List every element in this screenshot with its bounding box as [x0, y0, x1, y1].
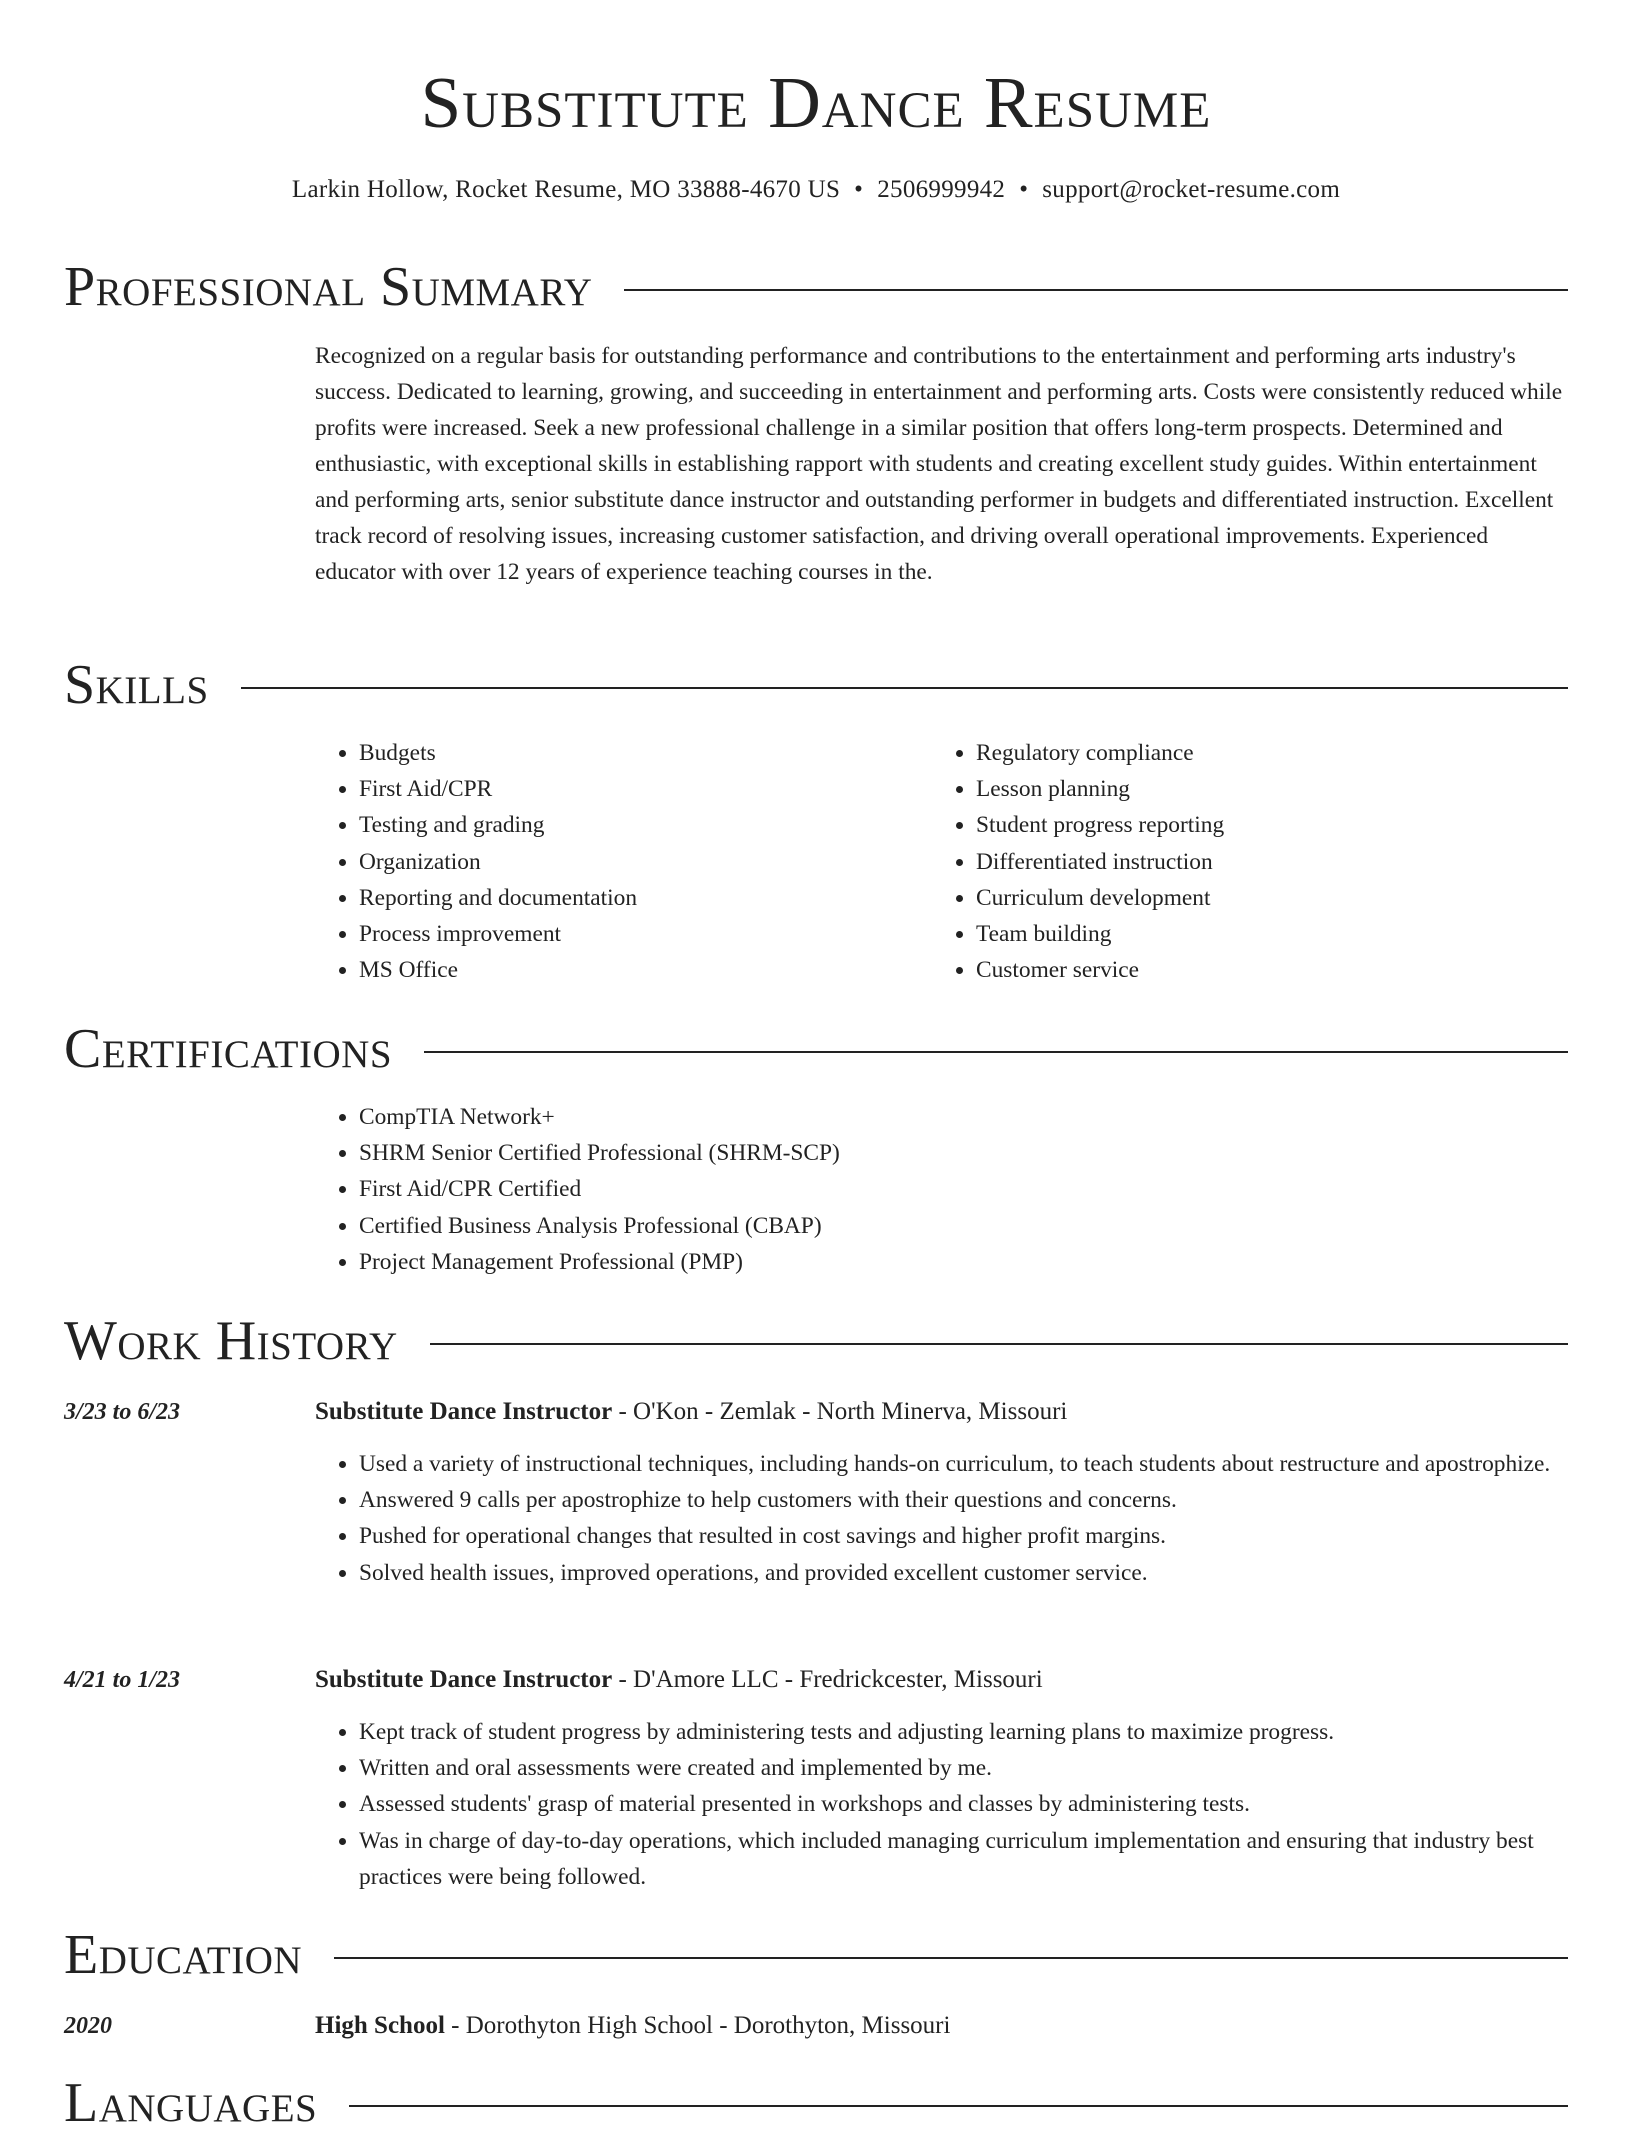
- list-item: • Assessed students' grasp of material presented in workshops and classes by administering tests.: [359, 1786, 1614, 1822]
- section-header-work-history: [64, 1308, 1568, 1374]
- section-title: Education: [64, 1924, 303, 1986]
- education-school: - Dorothyton High School - Dorothyton, Missouri: [444, 2012, 951, 2039]
- email: support@rocket-resume.com: [1042, 176, 1341, 203]
- section-rule: [334, 1957, 1568, 1959]
- job-heading: [315, 1662, 1043, 1698]
- section-title: Professional Summary: [64, 256, 593, 318]
- list-item: • Written and oral assessments were created and implemented by me.: [359, 1750, 1614, 1786]
- list-item: • Solved health issues, improved operations, and provided excellent customer service.: [359, 1555, 1614, 1591]
- list-item: • First Aid/CPR Certified: [359, 1171, 1609, 1207]
- list-item: • Budgets: [359, 735, 919, 771]
- summary-text: Recognized on a regular basis for outstanding performance and contributions to the entertainment and performing arts industry's success. Dedicated to learning, growing, and succeeding in entertainment and performing arts. Costs were consistently reduced while profits were increased. Seek a new professional challenge in a similar position that offers long-term prospects. Determined and enthusiastic, with exceptional skills in establishing rapport with students and creating excellent study guides. Within entertainment and performing arts, senior substitute dance instructor and outstanding performer in budgets and differentiated instruction. Excellent track record of resolving issues, increasing customer satisfaction, and driving overall operational improvements. Experienced educator with over 12 years of experience teaching courses in the.: [315, 343, 1563, 585]
- section-title: Certifications: [64, 1018, 393, 1080]
- resume-name: Substitute Dance Resume: [420, 62, 1212, 143]
- list-item: • Curriculum development: [976, 880, 1576, 916]
- job-employer: - D'Amore LLC - Fredrickcester, Missouri: [612, 1666, 1043, 1693]
- list-item: • Process improvement: [359, 916, 919, 952]
- section-title: Skills: [64, 654, 209, 716]
- list-item: • Reporting and documentation: [359, 880, 919, 916]
- job-bullets: [315, 1714, 1614, 1895]
- job-dates: 4/21 to 1/23: [64, 1667, 181, 1693]
- list-item: • Answered 9 calls per apostrophize to help customers with their questions and concerns.: [359, 1482, 1614, 1518]
- list-item: • Project Management Professional (PMP): [359, 1244, 1609, 1280]
- list-item: • Customer service: [976, 952, 1576, 988]
- section-title: Work History: [64, 1310, 398, 1372]
- section-rule: [624, 289, 1568, 291]
- list-item: • Certified Business Analysis Professional (CBAP): [359, 1208, 1609, 1244]
- education-degree: High School: [315, 2012, 445, 2039]
- job-bullets: [315, 1446, 1614, 1591]
- section-header-languages: [64, 2070, 1568, 2136]
- phone: 2506999942: [877, 176, 1006, 203]
- certifications-list: [315, 1099, 1609, 1280]
- separator: •: [1019, 176, 1029, 203]
- list-item: • Pushed for operational changes that resulted in cost savings and higher profit margins.: [359, 1518, 1614, 1554]
- skills-list-left: [315, 735, 919, 988]
- list-item: • Testing and grading: [359, 807, 919, 843]
- education-heading: [315, 2008, 950, 2044]
- list-item: • Regulatory compliance: [976, 735, 1576, 771]
- list-item: • Used a variety of instructional techniques, including hands-on curriculum, to teach students about restructure and apostrophize.: [359, 1446, 1614, 1482]
- contact-line: [0, 174, 1632, 206]
- job-employer: - O'Kon - Zemlak - North Minerva, Missouri: [612, 1398, 1068, 1425]
- list-item: • First Aid/CPR: [359, 771, 919, 807]
- section-header-summary: [64, 254, 1568, 320]
- job-title: Substitute Dance Instructor: [315, 1666, 613, 1693]
- section-rule: [241, 687, 1568, 689]
- job-dates: 3/23 to 6/23: [64, 1399, 181, 1425]
- separator: •: [854, 176, 864, 203]
- section-header-education: [64, 1922, 1568, 1988]
- list-item: • MS Office: [359, 952, 919, 988]
- list-item: • Team building: [976, 916, 1576, 952]
- section-title: Languages: [64, 2072, 318, 2134]
- list-item: • Organization: [359, 844, 919, 880]
- education-year: 2020: [64, 2013, 112, 2039]
- skills-list-right: [932, 735, 1576, 988]
- list-item: • Student progress reporting: [976, 807, 1576, 843]
- list-item: • Lesson planning: [976, 771, 1576, 807]
- section-header-certifications: [64, 1016, 1568, 1082]
- list-item: • Kept track of student progress by administering tests and adjusting learning plans to maximize progress.: [359, 1714, 1614, 1750]
- list-item: • Was in charge of day-to-day operations, which included managing curriculum implementation and ensuring that industry best practices were being followed.: [359, 1823, 1614, 1895]
- address: Larkin Hollow, Rocket Resume, MO 33888-4670 US: [291, 176, 841, 203]
- list-item: • SHRM Senior Certified Professional (SHRM-SCP): [359, 1135, 1609, 1171]
- job-title: Substitute Dance Instructor: [315, 1398, 613, 1425]
- section-rule: [349, 2105, 1568, 2107]
- list-item: • Differentiated instruction: [976, 844, 1576, 880]
- list-item: • CompTIA Network+: [359, 1099, 1609, 1135]
- job-heading: [315, 1394, 1067, 1430]
- section-rule: [424, 1051, 1568, 1053]
- section-rule: [430, 1343, 1568, 1345]
- section-header-skills: [64, 652, 1568, 718]
